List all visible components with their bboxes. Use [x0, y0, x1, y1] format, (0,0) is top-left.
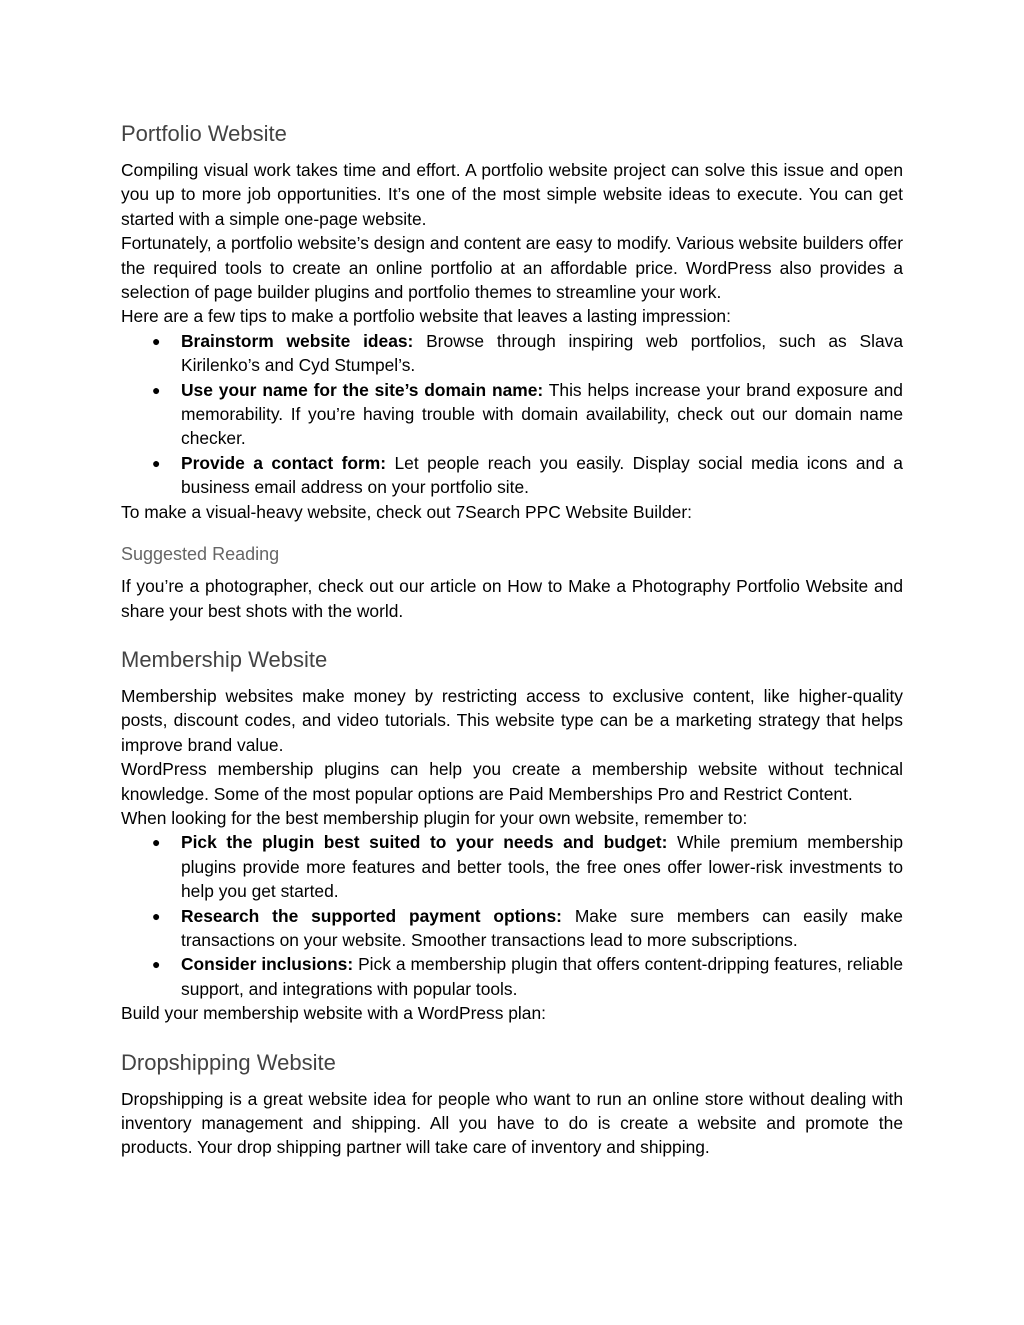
list-item-bold: Pick the plugin best suited to your needs and budget:	[181, 832, 668, 853]
list-item-text: This helps increase your brand exposure and memorability. If you’re having trouble with domain availability, check out our domain name checker.	[181, 379, 903, 449]
portfolio-paragraph-1: Compiling visual work takes time and effort. A portfolio website project can solve this issue and open you up to more job opportunities. It’s one of the most simple website ideas to execute. You can get started with a simple one-page website.	[121, 160, 903, 229]
membership-paragraph-3: When looking for the best membership plugin for your own website, remember to:	[121, 807, 748, 828]
portfolio-paragraph-3: Here are a few tips to make a portfolio website that leaves a lasting impression:	[121, 306, 731, 327]
portfolio-paragraph-2: Fortunately, a portfolio website’s design and content are easy to modify. Various website builders offer the required tools to create an online portfolio at an affordable price. WordPress also provides a selection of page builder plugins and portfolio themes to streamline your work.	[121, 233, 903, 303]
list-item-text: Make sure members can easily make transactions on your website. Smoother transactions lead to more subscriptions.	[181, 905, 903, 950]
dropshipping-heading: Dropshipping Website	[121, 1049, 336, 1075]
list-item-bold: Brainstorm website ideas:	[181, 330, 414, 351]
membership-tips-list	[121, 830, 903, 1001]
list-item-bold: Research the supported payment options:	[181, 905, 562, 926]
bullet-icon: ●	[152, 834, 161, 851]
list-item	[121, 904, 903, 953]
membership-paragraph-2: WordPress membership plugins can help you create a membership website without technical knowledge. Some of the most popular options are Paid Memberships Pro and Restrict Content.	[121, 759, 903, 804]
bullet-icon: ●	[152, 907, 161, 924]
list-item-bold: Use your name for the site’s domain name:	[181, 379, 544, 400]
portfolio-tips-list	[121, 329, 903, 500]
list-item	[121, 830, 903, 903]
document-page	[121, 119, 903, 1160]
portfolio-heading: Portfolio Website	[121, 121, 287, 146]
bullet-icon: ●	[152, 956, 161, 973]
list-item-text: Browse through inspiring web portfolios, such as Slava Kirilenko’s and Cyd Stumpel’s.	[181, 330, 903, 376]
list-item	[121, 329, 903, 378]
membership-paragraph-1: Membership websites make money by restricting access to exclusive content, like higher-quality posts, discount codes, and video tutorials. This website type can be a marketing strategy that helps improve brand value.	[121, 685, 903, 755]
membership-paragraph-4: Build your membership website with a WordPress plan:	[121, 1003, 546, 1024]
list-item-bold: Provide a contact form:	[181, 452, 387, 473]
list-item-text: Pick a membership plugin that offers content-dripping features, reliable support, and integrations with popular tools.	[181, 954, 903, 999]
list-item	[121, 952, 903, 1001]
list-item-text: Let people reach you easily. Display social media icons and a business email address on your portfolio site.	[181, 452, 903, 498]
list-item-bold: Consider inclusions:	[181, 954, 354, 975]
portfolio-paragraph-4: To make a visual-heavy website, check out 7Search PPC Website Builder:	[121, 501, 692, 522]
bullet-icon: ●	[152, 332, 161, 349]
suggested-reading-text: If you’re a photographer, check out our article on How to Make a Photography Portfolio Website and share your best shots with the world.	[121, 576, 903, 621]
list-item	[121, 378, 903, 451]
list-item-text: While premium membership plugins provide more features and better tools, the free ones offer lower-risk investments to help you get started.	[181, 832, 903, 902]
list-item	[121, 451, 903, 500]
membership-heading: Membership Website	[121, 646, 328, 672]
dropshipping-paragraph-1: Dropshipping is a great website idea for people who want to run an online store without dealing with inventory management and shipping. All you have to do is create a website and promote the products. Your drop shipping partner will take care of inventory and shipping.	[121, 1088, 903, 1158]
bullet-icon: ●	[152, 454, 161, 471]
suggested-reading-heading: Suggested Reading	[121, 544, 280, 565]
bullet-icon: ●	[152, 381, 161, 398]
